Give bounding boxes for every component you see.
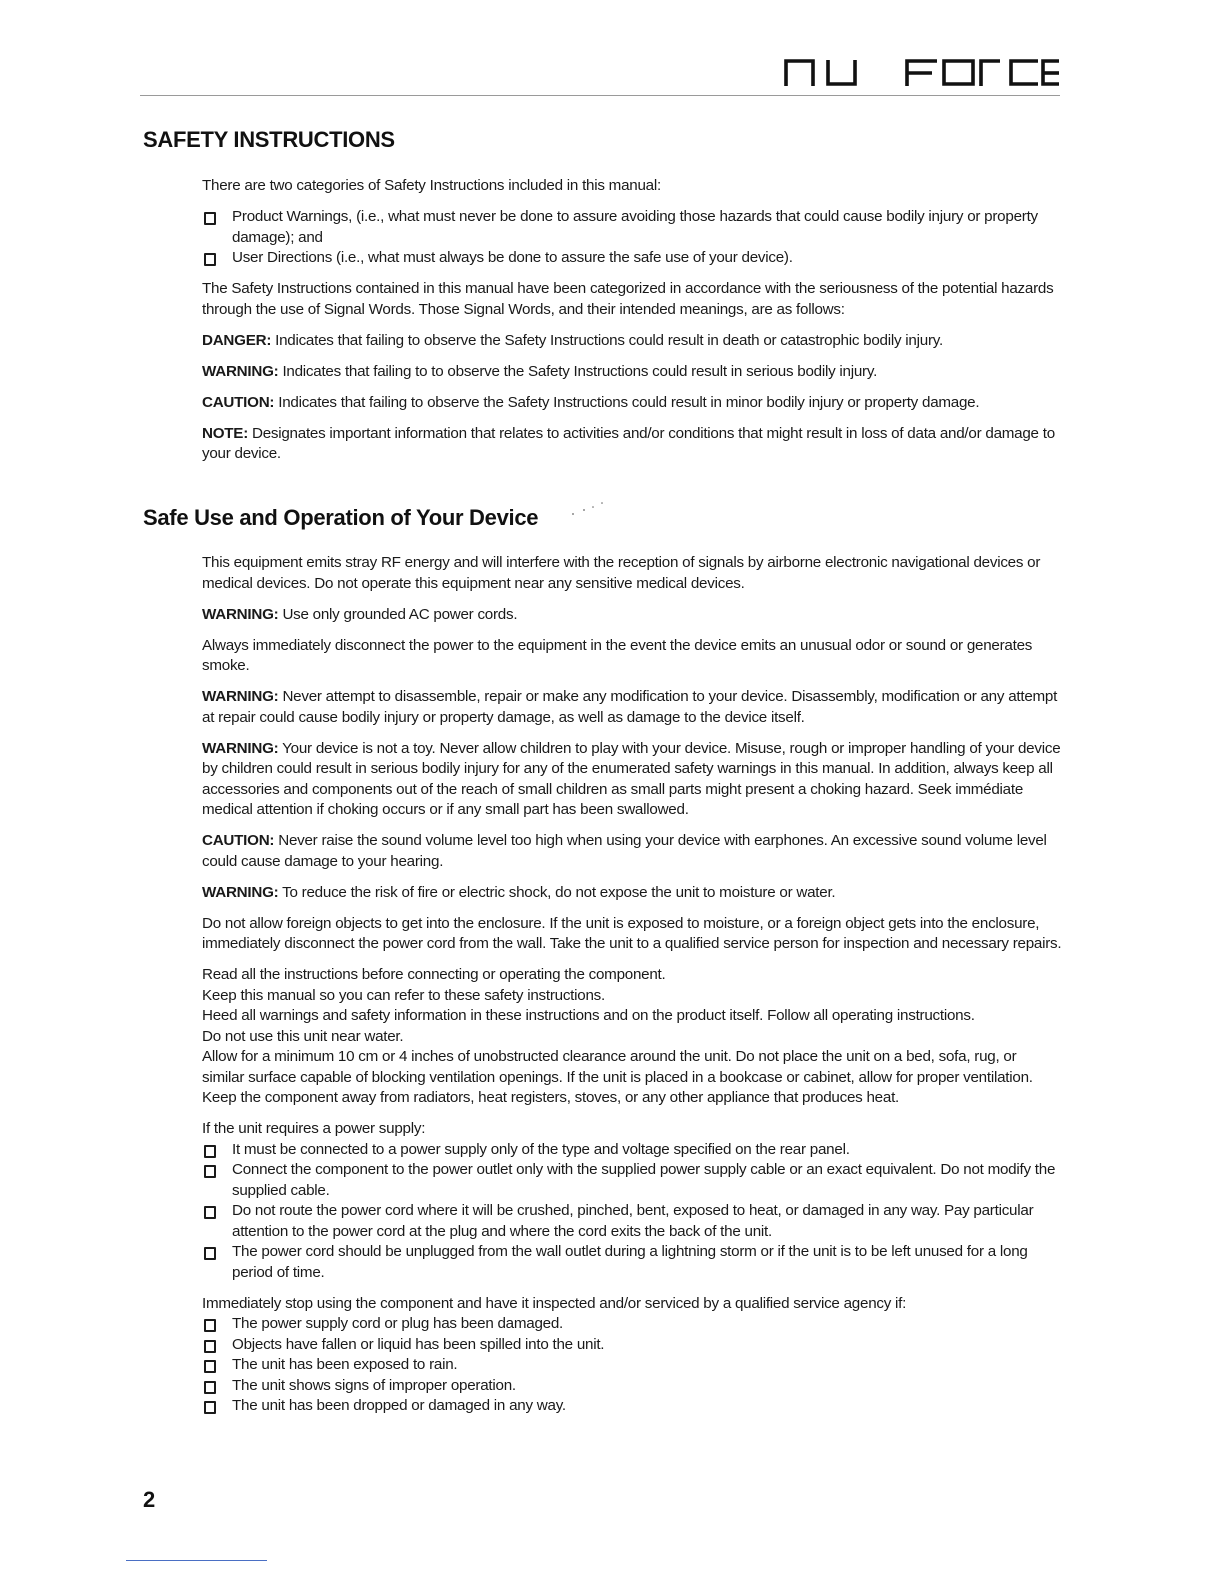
checkbox-bullet-icon	[204, 1145, 216, 1158]
disconnect-paragraph: Always immediately disconnect the power to the equipment in the event the device emits an unusual odor or sound or generates smoke.	[202, 636, 1033, 674]
list-item: The unit has been dropped or damaged in any way.	[202, 1396, 1062, 1417]
power-supply-intro: If the unit requires a power supply:	[202, 1120, 426, 1137]
list-item: The power supply cord or plug has been damaged.	[202, 1314, 1062, 1335]
section-title-safe-use: Safe Use and Operation of Your Device	[143, 505, 539, 530]
keep-manual: Keep this manual so you can refer to these safety instructions.	[202, 986, 605, 1004]
section-title-safety-instructions: SAFETY INSTRUCTIONS	[143, 127, 395, 152]
signal-danger: DANGER: Indicates that failing to observe the Safety Instructions could result in death or catastrophic bodily injury.	[202, 331, 943, 349]
warning-moisture: WARNING: To reduce the risk of fire or electric shock, do not expose the unit to moisture or water.	[202, 883, 836, 901]
checkbox-bullet-icon	[204, 1206, 216, 1219]
checkbox-bullet-icon	[204, 1247, 216, 1260]
signal-warning: WARNING: Indicates that failing to to observe the Safety Instructions could result in serious bodily injury.	[202, 362, 878, 380]
footer-rule	[126, 1560, 267, 1561]
warning-toy: WARNING: Your device is not a toy. Never allow children to play with your device. Misuse, rough or improper handling of your device by children could result in serious bodily injury for any of the enumerated safety warnings in this manual. In addition, always keep all accessories and components out of the reach of small children as small parts might present a choking hazard. Seek immédiate medical attention if choking occurs or if any small part has been swallowed.	[202, 739, 1061, 818]
list-item: Connect the component to the power outlet only with the supplied power supply cable or an exact equivalent. Do not modify the supplied cable.	[202, 1160, 1062, 1201]
scan-specks	[570, 498, 610, 518]
categories-intro: There are two categories of Safety Instructions included in this manual:	[202, 177, 661, 194]
clearance-paragraph: Allow for a minimum 10 cm or 4 inches of unobstructed clearance around the unit. Do not place the unit on a bed, sofa, rug, or similar surface capable of blocking ventilation openings. If the unit is placed in a bookcase or cabinet, allow for proper ventilation. Keep the component away from radiators, heat registers, stoves, or any other appliance that produces heat.	[202, 1048, 1033, 1106]
header-rule	[140, 95, 1060, 96]
checkbox-bullet-icon	[204, 1381, 216, 1394]
signal-caution: CAUTION: Indicates that failing to observe the Safety Instructions could result in minor bodily injury or property damage.	[202, 393, 980, 411]
power-supply-list	[202, 1140, 1062, 1284]
checkbox-bullet-icon	[204, 1165, 216, 1178]
service-conditions-list	[202, 1314, 1062, 1417]
service-intro: Immediately stop using the component and have it inspected and/or serviced by a qualified service agency if:	[202, 1294, 907, 1312]
caution-volume: CAUTION: Never raise the sound volume level too high when using your device with earphones. An excessive sound volume level could cause damage to your hearing.	[202, 832, 1047, 870]
signal-note: NOTE: Designates important information that relates to activities and/or conditions that might result in loss of data and/or damage to your device.	[202, 424, 1055, 462]
warning-grounded: WARNING: Use only grounded AC power cords.	[202, 605, 518, 623]
nuforce-logo-icon	[784, 56, 1060, 88]
checkbox-bullet-icon	[204, 253, 216, 266]
read-instructions: Read all the instructions before connecting or operating the component.	[202, 966, 666, 983]
foreign-objects-paragraph: Do not allow foreign objects to get into the enclosure. If the unit is exposed to moisture, or a foreign object gets into the enclosure, immediately disconnect the power cord from the wall. Take the unit to a qualified service person for inspection and necessary repairs.	[202, 914, 1062, 952]
list-item: Product Warnings, (i.e., what must never be done to assure avoiding those hazards that could cause bodily injury or property damage); and	[202, 207, 1062, 248]
signal-words-intro: The Safety Instructions contained in this manual have been categorized in accordance with the seriousness of the potential hazards through the use of Signal Words. Those Signal Words, and their intended meanings, are as follows:	[202, 280, 1054, 318]
heed-warnings: Heed all warnings and safety information in these instructions and on the product itself. Follow all operating instructions.	[202, 1007, 975, 1024]
list-item: Do not route the power cord where it will be crushed, pinched, bent, exposed to heat, or damaged in any way. Pay particular attention to the power cord at the plug and where the cord exits the back of the unit.	[202, 1201, 1062, 1242]
list-item: User Directions (i.e., what must always be done to assure the safe use of your device).	[202, 248, 1062, 269]
checkbox-bullet-icon	[204, 1360, 216, 1373]
safe-use-body	[202, 553, 1062, 1427]
no-water: Do not use this unit near water.	[202, 1027, 404, 1045]
checkbox-bullet-icon	[204, 1340, 216, 1353]
checkbox-bullet-icon	[204, 1401, 216, 1414]
page-number: 2	[143, 1487, 156, 1512]
list-item: Objects have fallen or liquid has been spilled into the unit.	[202, 1335, 1062, 1356]
checkbox-bullet-icon	[204, 212, 216, 225]
checkbox-bullet-icon	[204, 1319, 216, 1332]
nuforce-logo	[784, 56, 1060, 88]
list-item: The unit has been exposed to rain.	[202, 1355, 1062, 1376]
list-item: It must be connected to a power supply only of the type and voltage specified on the rear panel.	[202, 1140, 1062, 1161]
list-item: The power cord should be unplugged from the wall outlet during a lightning storm or if the unit is to be left unused for a long period of time.	[202, 1242, 1062, 1283]
list-item: The unit shows signs of improper operation.	[202, 1376, 1062, 1397]
safety-instructions-body	[202, 176, 1062, 475]
warning-disassemble: WARNING: Never attempt to disassemble, repair or make any modification to your device. Disassembly, modification or any attempt at repair could cause bodily injury or property damage, as well as damage to the device itself.	[202, 688, 1058, 726]
categories-list	[202, 207, 1062, 269]
rf-energy-paragraph: This equipment emits stray RF energy and will interfere with the reception of signals by airborne electronic navigational devices or medical devices. Do not operate this equipment near any sensitive medical devices.	[202, 554, 1041, 592]
